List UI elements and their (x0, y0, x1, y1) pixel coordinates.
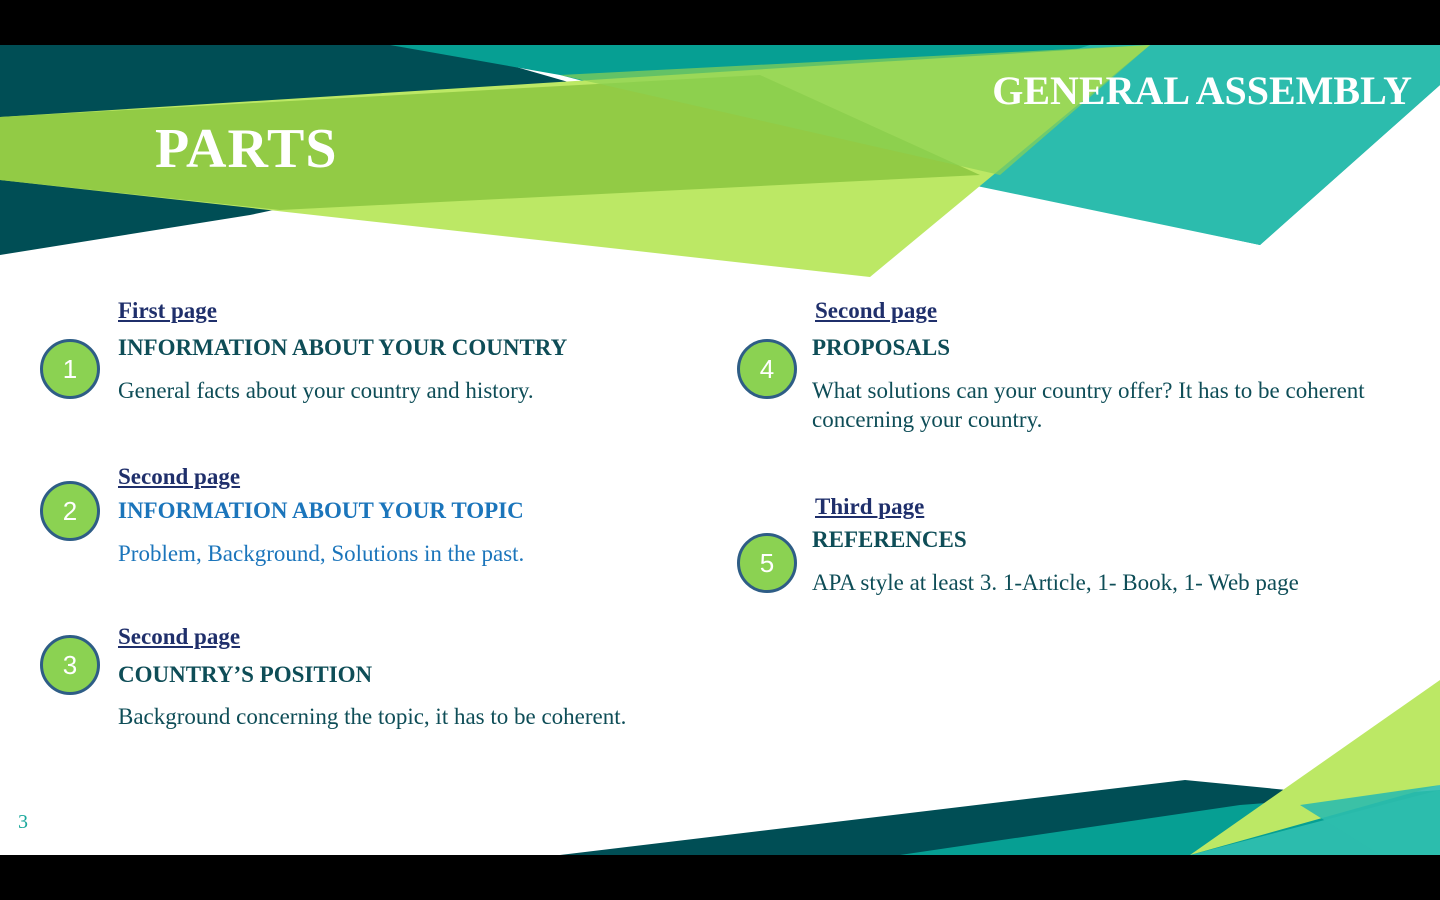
item-heading: COUNTRY’S POSITION (118, 662, 373, 687)
item-page-label: Third page (815, 494, 925, 519)
slide (0, 45, 1440, 855)
item-description: APA style at least 3. 1-Article, 1- Book, 1- Web page (812, 570, 1299, 595)
item-page-label: Second page (118, 464, 241, 489)
item-heading: INFORMATION ABOUT YOUR COUNTRY (118, 335, 568, 360)
item-description: Background concerning the topic, it has to be coherent. (118, 704, 627, 729)
item-heading: PROPOSALS (812, 335, 951, 360)
item-heading: REFERENCES (812, 527, 967, 552)
item-description: What solutions can your country offer? It has to be coherent concerning your country. (812, 378, 1365, 432)
item-description: General facts about your country and history. (118, 378, 534, 403)
item-page-label: First page (118, 298, 218, 323)
item-number-badge: 4 (737, 339, 797, 399)
slide-number: 3 (18, 811, 28, 833)
item-description: Problem, Background, Solutions in the past. (118, 541, 525, 566)
item-number-badge: 5 (737, 533, 797, 593)
item-number-badge: 2 (40, 481, 100, 541)
slide-title: PARTS (155, 118, 338, 180)
item-heading: INFORMATION ABOUT YOUR TOPIC (118, 498, 524, 523)
item-page-label: Second page (815, 298, 938, 323)
item-page-label: Second page (118, 624, 241, 649)
item-number-badge: 1 (40, 339, 100, 399)
item-number-badge: 3 (40, 635, 100, 695)
header-title: GENERAL ASSEMBLY (992, 68, 1412, 113)
